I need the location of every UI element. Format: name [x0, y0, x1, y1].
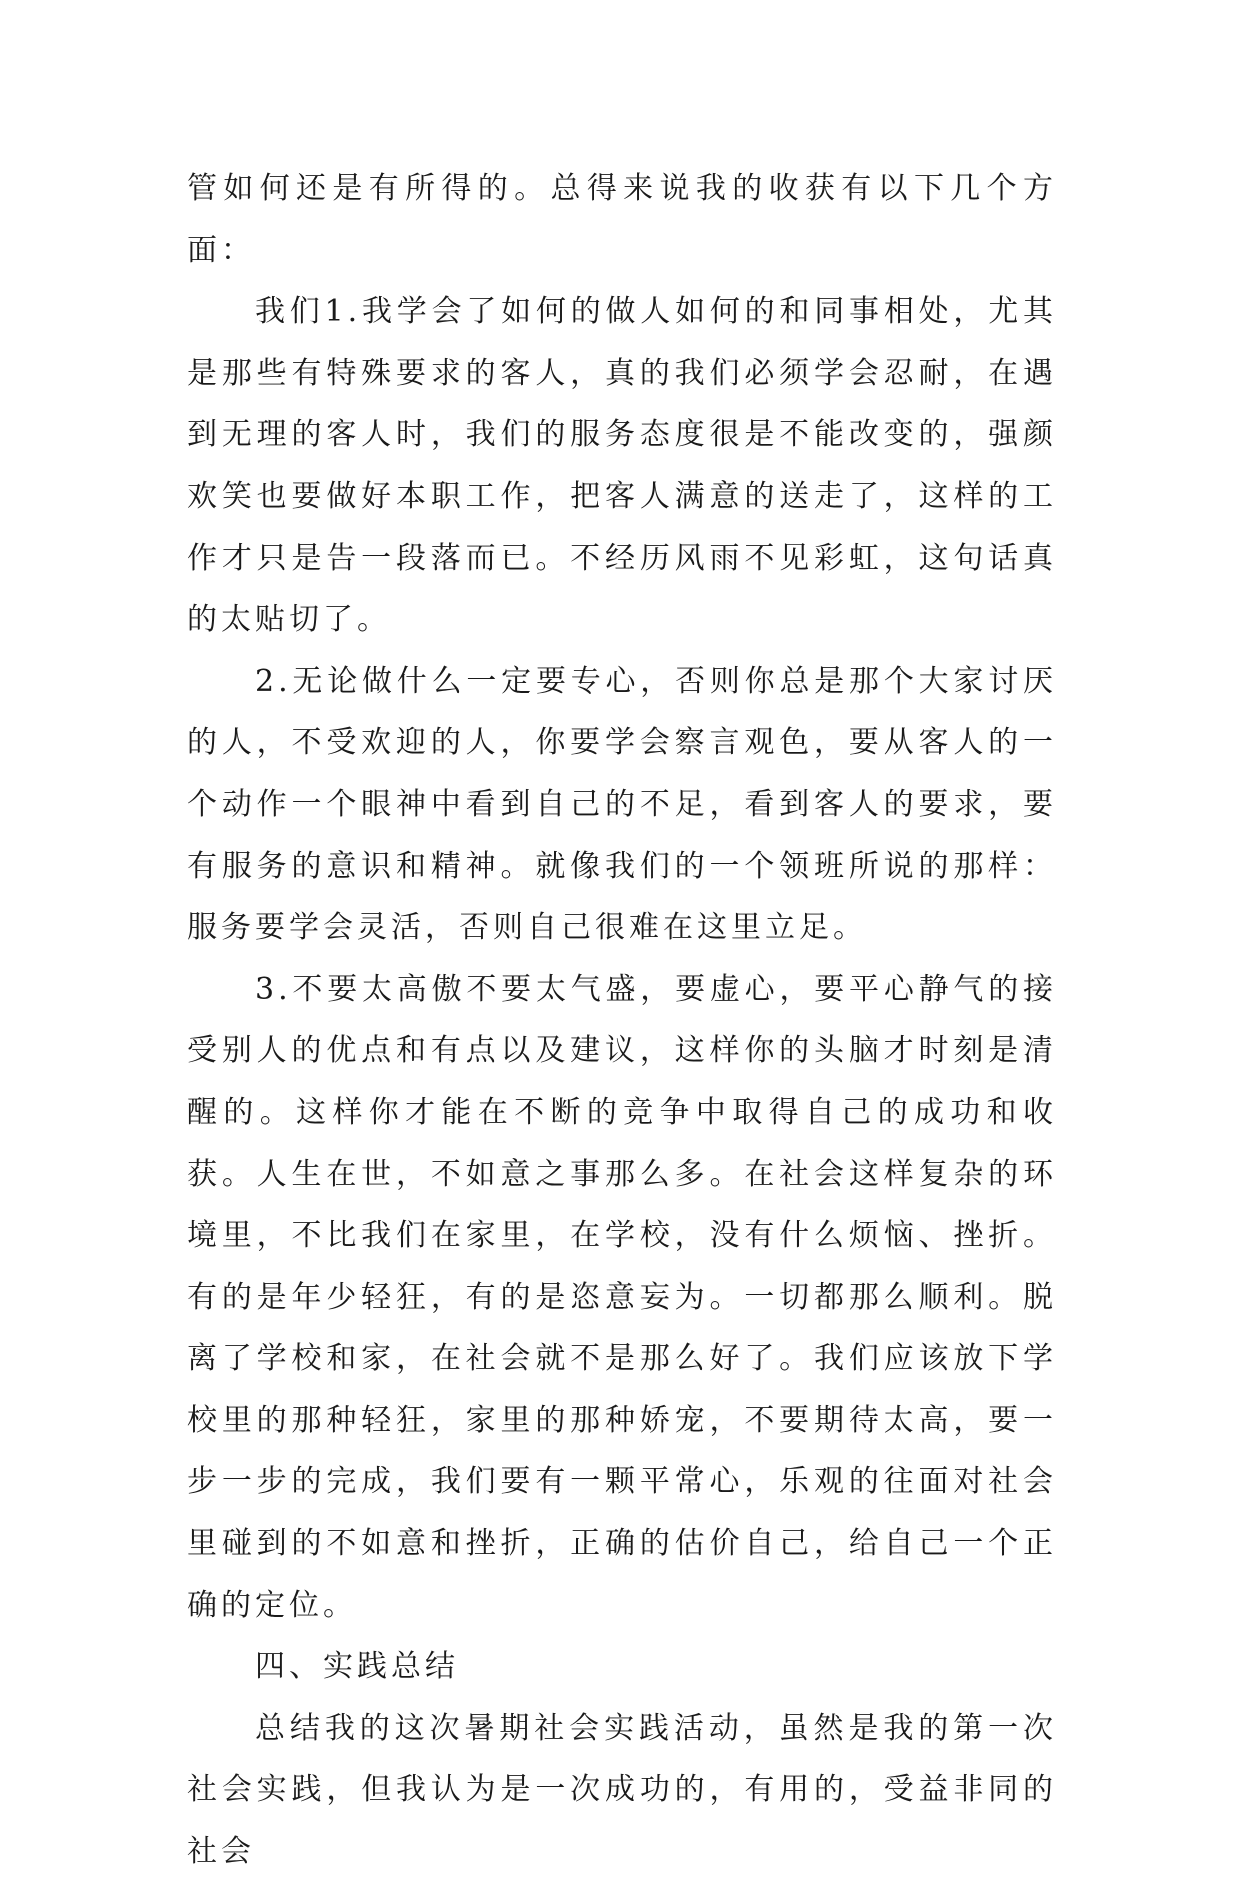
paragraph-point-3: 3.不要太高傲不要太气盛，要虚心，要平心静气的接受别人的优点和有点以及建议，这样你的头脑才时刻是清醒的。这样你才能在不断的竞争中取得自己的成功和收获。人生在世，不如意之事那么多。在社会这样复杂的环境里，不比我们在家里，在学校，没有什么烦恼、挫折。有的是年少轻狂，有的是恣意妄为。一切都那么顺利。脱离了学校和家，在社会就不是那么好了。我们应该放下学校里的那种轻狂，家里的那种娇宠，不要期待太高，要一步一步的完成，我们要有一颗平常心，乐观的往面对社会里碰到的不如意和挫折，正确的估价自己，给自己一个正确的定位。: [187, 971, 1057, 1623]
document-body: [187, 158, 1057, 1883]
section-heading-summary: 四、实践总结: [255, 1649, 459, 1685]
paragraph-point-2: 2.无论做什么一定要专心，否则你总是那个大家讨厌的人，不受欢迎的人，你要学会察言观色，要从客人的一个动作一个眼神中看到自己的不足，看到客人的要求，要有服务的意识和精神。就像我们的一个领班所说的那样：服务要学会灵活，否则自己很难在这里立足。: [187, 663, 1057, 946]
paragraph-summary: 总结我的这次暑期社会实践活动，虽然是我的第一次社会实践，但我认为是一次成功的，有用的，受益非同的社会: [187, 1710, 1057, 1870]
paragraph-continuation: 管如何还是有所得的。总得来说我的收获有以下几个方面：: [187, 171, 1057, 268]
paragraph-point-1: 我们1.我学会了如何的做人如何的和同事相处，尤其是那些有特殊要求的客人，真的我们必须学会忍耐，在遇到无理的客人时，我们的服务态度很是不能改变的，强颜欢笑也要做好本职工作，把客人满意的送走了，这样的工作才只是告一段落而已。不经历风雨不见彩虹，这句话真的太贴切了。: [187, 294, 1057, 638]
